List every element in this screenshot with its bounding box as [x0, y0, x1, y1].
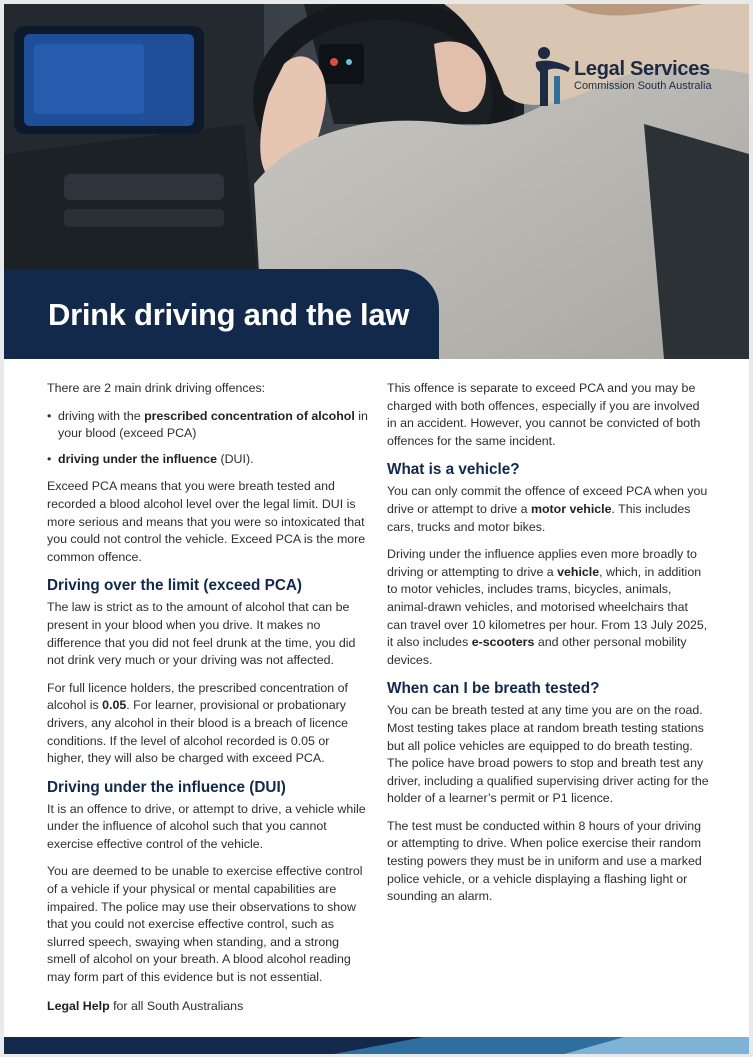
intro-paragraph: There are 2 main drink driving offences:	[47, 381, 266, 395]
list-item: • driving under the influence (DUI).	[47, 451, 369, 469]
strict-law-paragraph: The law is strict as to the amount of alcohol that can be present in your blood when you drive. It makes no difference that you did not feel drunk at the time, you did not drink very much or your driving was not affected.	[47, 600, 356, 668]
offence-list	[47, 408, 369, 469]
left-column	[47, 380, 369, 997]
organisation-logo	[530, 46, 720, 110]
page-title: Drink driving and the law	[48, 297, 410, 332]
licence-holders-paragraph: For full licence holders, the prescribed concentration of alcohol is 0.05. For learner, provisional or probationary drivers, any alcohol in their blood is a breach of licence conditions. If the level of alcohol recorded is 0.05 or higher, they will also be charged with exceed PCA.	[47, 680, 348, 766]
right-column	[387, 380, 709, 916]
footer-band	[4, 1037, 749, 1054]
bullet-icon: •	[47, 451, 52, 466]
figure-logo-icon	[530, 46, 570, 110]
vehicle-definition-paragraph: Driving under the influence applies even more broadly to driving or attempting to drive a vehicle, which, in addition to motor vehicles, includes trams, bicycles, animals, animal-drawn vehicles, and motorised wheelchairs that can travel over 10 kilometres per hour. From 13 July 2025, it also includes e-scooters and other personal mobility devices.	[387, 547, 708, 667]
org-name: Legal Services	[574, 58, 710, 80]
title-band	[4, 269, 439, 359]
list-item: • driving with the prescribed concentration of alcohol in your blood (exceed PCA)	[47, 408, 368, 441]
heading-what-is-vehicle: What is a vehicle?	[387, 461, 520, 479]
dui-offence-paragraph: It is an offence to drive, or attempt to drive, a vehicle while under the influence of alcohol such that you cannot exercise effective control of the vehicle.	[47, 801, 366, 851]
bullet-icon: •	[47, 408, 52, 423]
breath-testing-paragraph: You can be breath tested at any time you are on the road. Most testing takes place at random breath testing stations but all police vehicles are equipped to do breath testing. The police have broad powers to stop and breath test any driver, including a qualified supervising driver acting for the holder of a learner’s permit or P1 licence.	[387, 703, 709, 806]
document-page	[4, 4, 749, 1054]
deemed-unable-paragraph: You are deemed to be unable to exercise effective control of a vehicle if your physical or mental capabilities are impaired. The police may use their observations to show that you could not exercise effective control, such as slurred speech, swaying when standing, and a strong smell of alcohol on your breath. A blood alcohol reading may form part of this evidence but is not essential.	[47, 864, 363, 985]
motor-vehicle-paragraph: You can only commit the offence of exceed PCA when you drive or attempt to drive a motor vehicle. This includes cars, trucks and motor bikes.	[387, 484, 708, 534]
exceed-pca-paragraph: Exceed PCA means that you were breath tested and recorded a blood alcohol level over the legal limit. DUI is more serious and means that you were so intoxicated that you could not control the vehicle. Exceed PCA is the more common offence.	[47, 479, 366, 564]
footer-tagline: Legal Help for all South Australians	[47, 999, 244, 1013]
heading-dui: Driving under the influence (DUI)	[47, 778, 286, 796]
footer-stripe-decoration	[4, 1037, 749, 1054]
heading-breath-tested: When can I be breath tested?	[387, 680, 600, 698]
heading-driving-over-limit: Driving over the limit (exceed PCA)	[47, 577, 303, 595]
separate-offence-paragraph: This offence is separate to exceed PCA and you may be charged with both offences, especially if you are involved in an accident. However, you cannot be convicted of both offences for the same incident.	[387, 381, 701, 448]
test-conduct-paragraph: The test must be conducted within 8 hours of your driving or attempting to drive. When police exercise their random testing powers they must be in uniform and use a marked police vehicle, or a vehicle displaying a flashing light or sounding an alarm.	[387, 818, 702, 904]
org-subtitle: Commission South Australia	[574, 80, 712, 92]
hero-photo	[4, 4, 749, 359]
